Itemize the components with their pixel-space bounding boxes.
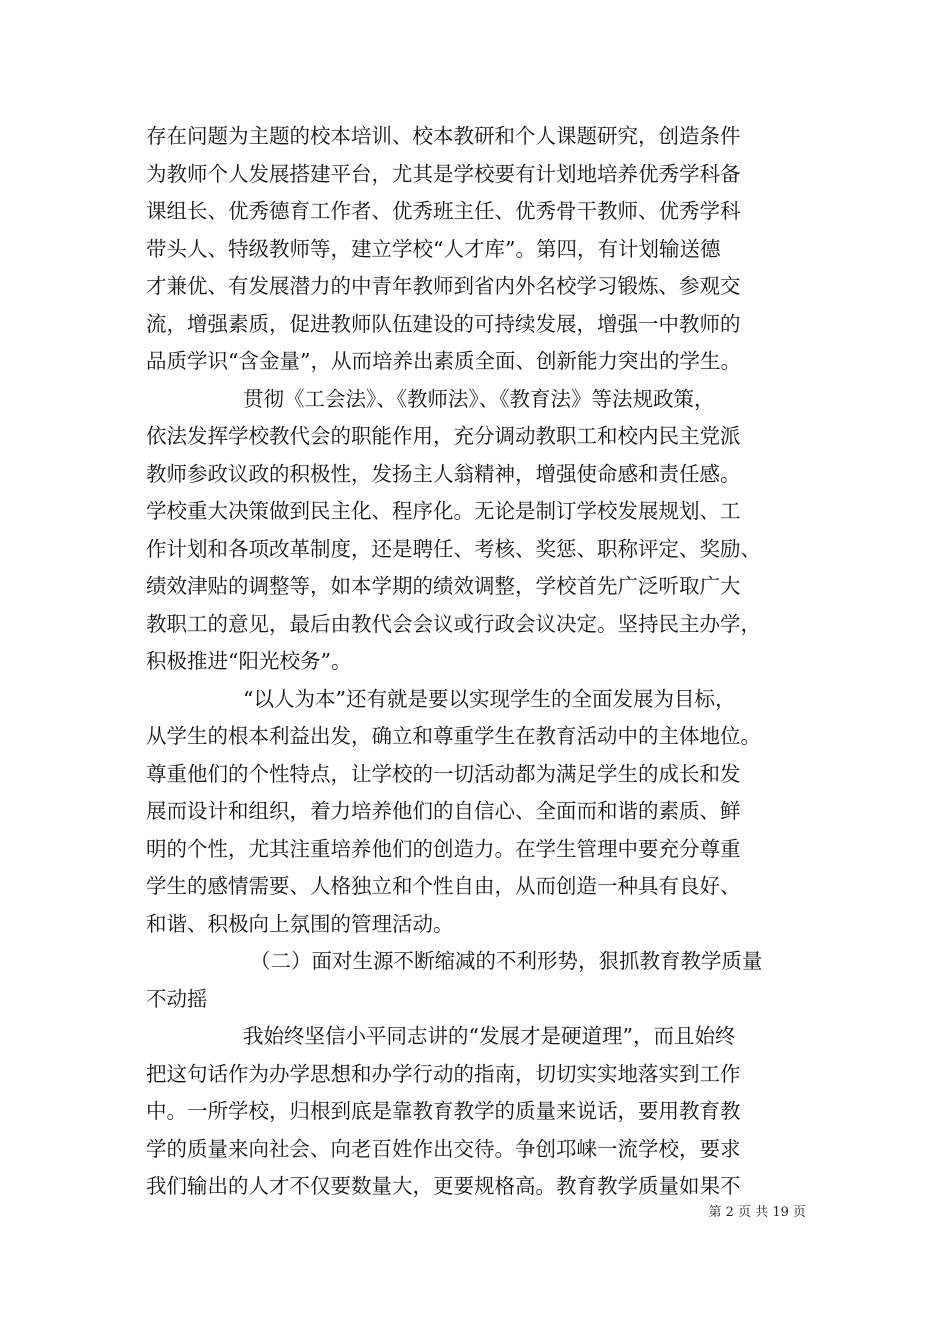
paragraph-start-line: “以人为本”还有就是要以实现学生的全面发展为目标， <box>243 686 736 711</box>
text-line: 教师参政议政的积极性，发扬主人翁精神，增强使命感和责任感。 <box>146 461 741 486</box>
text-line: 带头人、特级教师等，建立学校“人才库”。第四，有计划输送德 <box>146 236 721 261</box>
section-heading-line: （二）面对生源不断缩减的不利形势，狠抓教育教学质量 <box>250 949 763 973</box>
text-line: 课组长、优秀德育工作者、优秀班主任、优秀骨干教师、优秀学科 <box>146 199 741 223</box>
text-line: 和谐、积极向上氛围的管理活动。 <box>146 911 454 936</box>
text-line: 依法发挥学校教代会的职能作用，充分调动教职工和校内民主党派 <box>146 424 741 448</box>
page-number-footer: 第 2 页 共 19 页 <box>708 1205 806 1220</box>
text-line: 才兼优、有发展潜力的中青年教师到省内外名校学习锻炼、参观交 <box>146 274 741 298</box>
text-line: 存在问题为主题的校本培训、校本教研和个人课题研究，创造条件 <box>146 124 741 148</box>
text-line: 教职工的意见，最后由教代会会议或行政会议决定。坚持民主办学， <box>146 611 761 636</box>
section-heading-line: 不动摇 <box>146 986 208 1011</box>
text-line: 展而设计和组织，着力培养他们的自信心、全面而和谐的素质、鲜 <box>146 799 741 823</box>
text-line: 尊重他们的个性特点，让学校的一切活动都为满足学生的成长和发 <box>146 761 741 786</box>
text-line: 学校重大决策做到民主化、程序化。无论是制订学校发展规划、工 <box>146 499 741 523</box>
text-line: 品质学识“含金量”，从而培养出素质全面、创新能力突出的学生。 <box>146 349 741 373</box>
text-line: 学生的感情需要、人格独立和个性自由，从而创造一种具有良好、 <box>146 874 741 898</box>
text-line: 我们输出的人才不仅要数量大，更要规格高。教育教学质量如果不 <box>146 1174 741 1198</box>
text-line: 把这句话作为办学思想和办学行动的指南，切切实实地落实到工作 <box>146 1061 741 1086</box>
paragraph-start-line: 贯彻《工会法》、《教师法》、《教育法》等法规政策， <box>243 386 715 411</box>
paragraph-start-line: 我始终坚信小平同志讲的“发展才是硬道理”，而且始终 <box>243 1024 736 1048</box>
text-line: 学的质量来向社会、向老百姓作出交待。争创邛崃一流学校，要求 <box>146 1136 741 1161</box>
text-line: 为教师个人发展搭建平台，尤其是学校要有计划地培养优秀学科备 <box>146 161 741 186</box>
text-line: 中。一所学校，归根到底是靠教育教学的质量来说话，要用教育教 <box>146 1099 741 1123</box>
body-text <box>146 118 806 1206</box>
text-line: 作计划和各项改革制度，还是聘任、考核、奖惩、职称评定、奖励、 <box>146 536 761 561</box>
text-line: 积极推进“阳光校务”。 <box>146 649 352 673</box>
text-line: 明的个性，尤其注重培养他们的创造力。在学生管理中要充分尊重 <box>146 836 741 861</box>
text-line: 流，增强素质，促进教师队伍建设的可持续发展，增强一中教师的 <box>146 311 741 336</box>
text-line: 从学生的根本利益出发，确立和尊重学生在教育活动中的主体地位。 <box>146 724 761 748</box>
text-line: 绩效津贴的调整等，如本学期的绩效调整，学校首先广泛听取广大 <box>146 574 741 598</box>
